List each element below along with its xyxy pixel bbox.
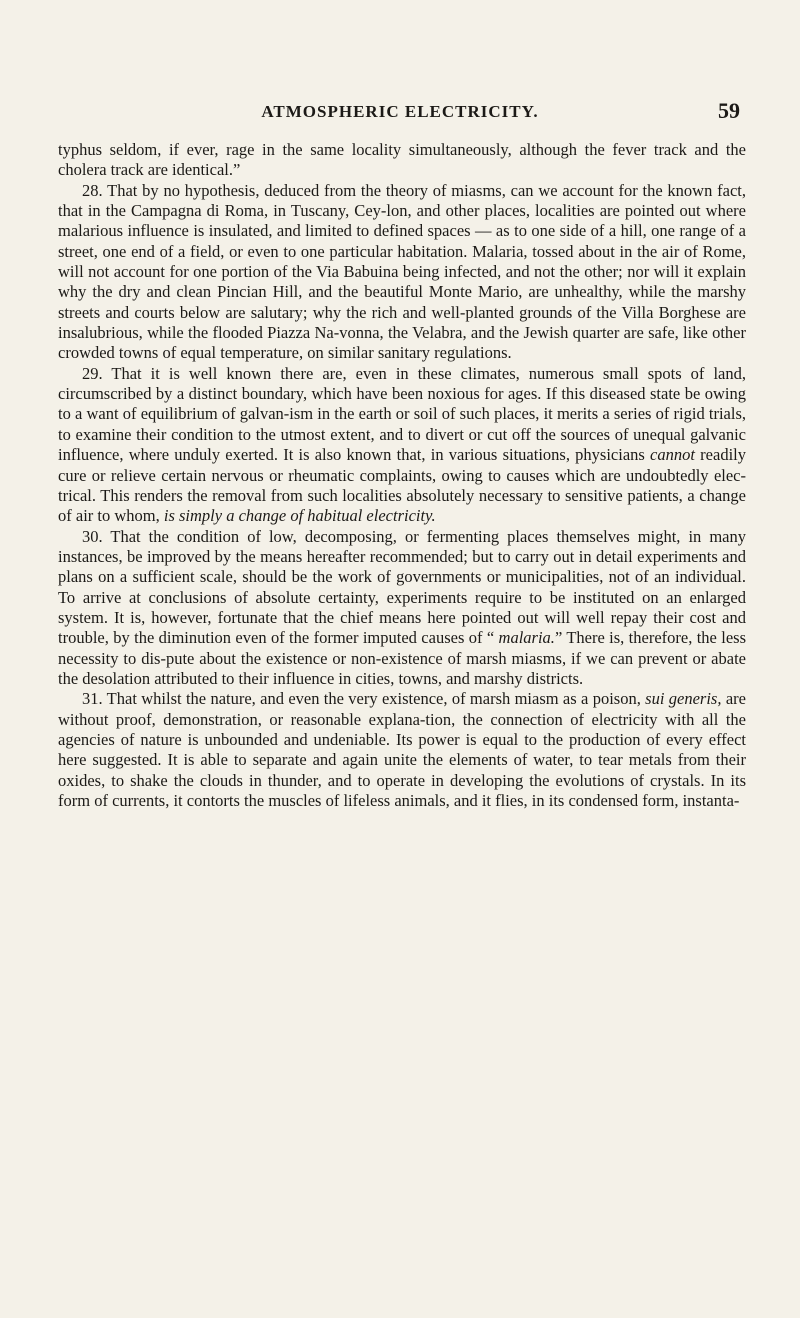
paragraph-continued [58, 140, 746, 181]
italic-segment: is simply a change of habitual electricity. [163, 506, 436, 526]
paragraph-29 [58, 364, 746, 527]
paragraph-31 [58, 689, 746, 811]
text-segment: ” There is, therefore, the less necessity to dis-pute about the existence or non-existence of marsh miasms, if we can prevent or abate the desolation attributed to their influence in cities, towns, and marshy districts. [58, 628, 746, 688]
text-segment: typhus seldom, if ever, rage in the same locality simultaneously, although the fever track and the cholera track are identical.” [58, 140, 746, 180]
text-segment: 28. That by no hypothesis, deduced from the theory of miasms, can we account for the known fact, that in the Campagna di Roma, in Tuscany, Cey-lon, and other places, localities are pointed out where malarious influence is insulated, and limited to defined spaces — as to one side of a hill, one range of a street, one end of a field, or even to one particular habitation. Malaria, tossed about in the air of Rome, will not account for one portion of the Via Babuina being infected, and not the other; nor will it explain why the dry and clean Pincian Hill, and the beautiful Monte Mario, are unhealthy, while the marshy streets and courts below are salutary; why the rich and well-planted grounds of the Villa Borghese are insalubrious, while the flooded Piazza Na-vonna, the Velabra, and the Jewish quarter are safe, like other crowded towns of equal temperature, on similar sanitary regulations. [58, 180, 746, 363]
text-segment: 31. That whilst the nature, and even the very existence, of marsh miasm as a poison, [82, 689, 646, 709]
page-number: 59 [718, 98, 740, 123]
italic-segment: cannot [650, 445, 695, 465]
text-segment: 29. That it is well known there are, even in these climates, numerous small spots of land, circumscribed by a distinct boundary, which have been noxious for ages. If this diseased state be owing to a want of equilibrium of galvan-ism in the earth or soil of such places, it merits a series of rigid trials, to examine their condition to the utmost extent, and to divert or cut off the sources of unequal galvanic influence, where unduly exerted. It is also known that, in various situations, physicians [58, 363, 746, 465]
italic-segment: malaria. [498, 628, 555, 648]
page-body [58, 140, 746, 811]
text-segment: 30. That the condition of low, decomposing, or fermenting places themselves might, in many instances, be improved by the means hereafter recommended; but to carry out in detail experiments and plans on a sufficient scale, should be the work of governments or municipalities, not of an individual. To arrive at conclusions of absolute certainty, experiments require to be instituted on an enlarged system. It is, however, fortunate that the chief means here pointed out will well repay their cost and trouble, by the diminution even of the former imputed causes of “ [58, 526, 746, 648]
running-title: ATMOSPHERIC ELECTRICITY. [261, 102, 539, 121]
paragraph-30 [58, 527, 746, 690]
page-header [0, 98, 800, 128]
italic-segment: sui generis, [645, 689, 722, 709]
text-segment: readily cure or relieve certain nervous or rheumatic complaints, owing to causes which are undoubtedly elec-trical. This renders the removal from such localities absolutely necessary to sensitive patients, a change of air to whom, [58, 445, 746, 526]
text-segment: are without proof, demonstration, or reasonable explana-tion, the connection of electricity with all the agencies of nature is unbounded and undeniable. Its power is equal to the production of every effect here suggested. It is able to separate and again unite the elements of water, to tear metals from their oxides, to shake the clouds in thunder, and to operate in developing the evolutions of crystals. In its form of currents, it contorts the muscles of lifeless animals, and it flies, in its condensed form, instanta- [58, 689, 746, 810]
paragraph-28 [58, 181, 746, 364]
